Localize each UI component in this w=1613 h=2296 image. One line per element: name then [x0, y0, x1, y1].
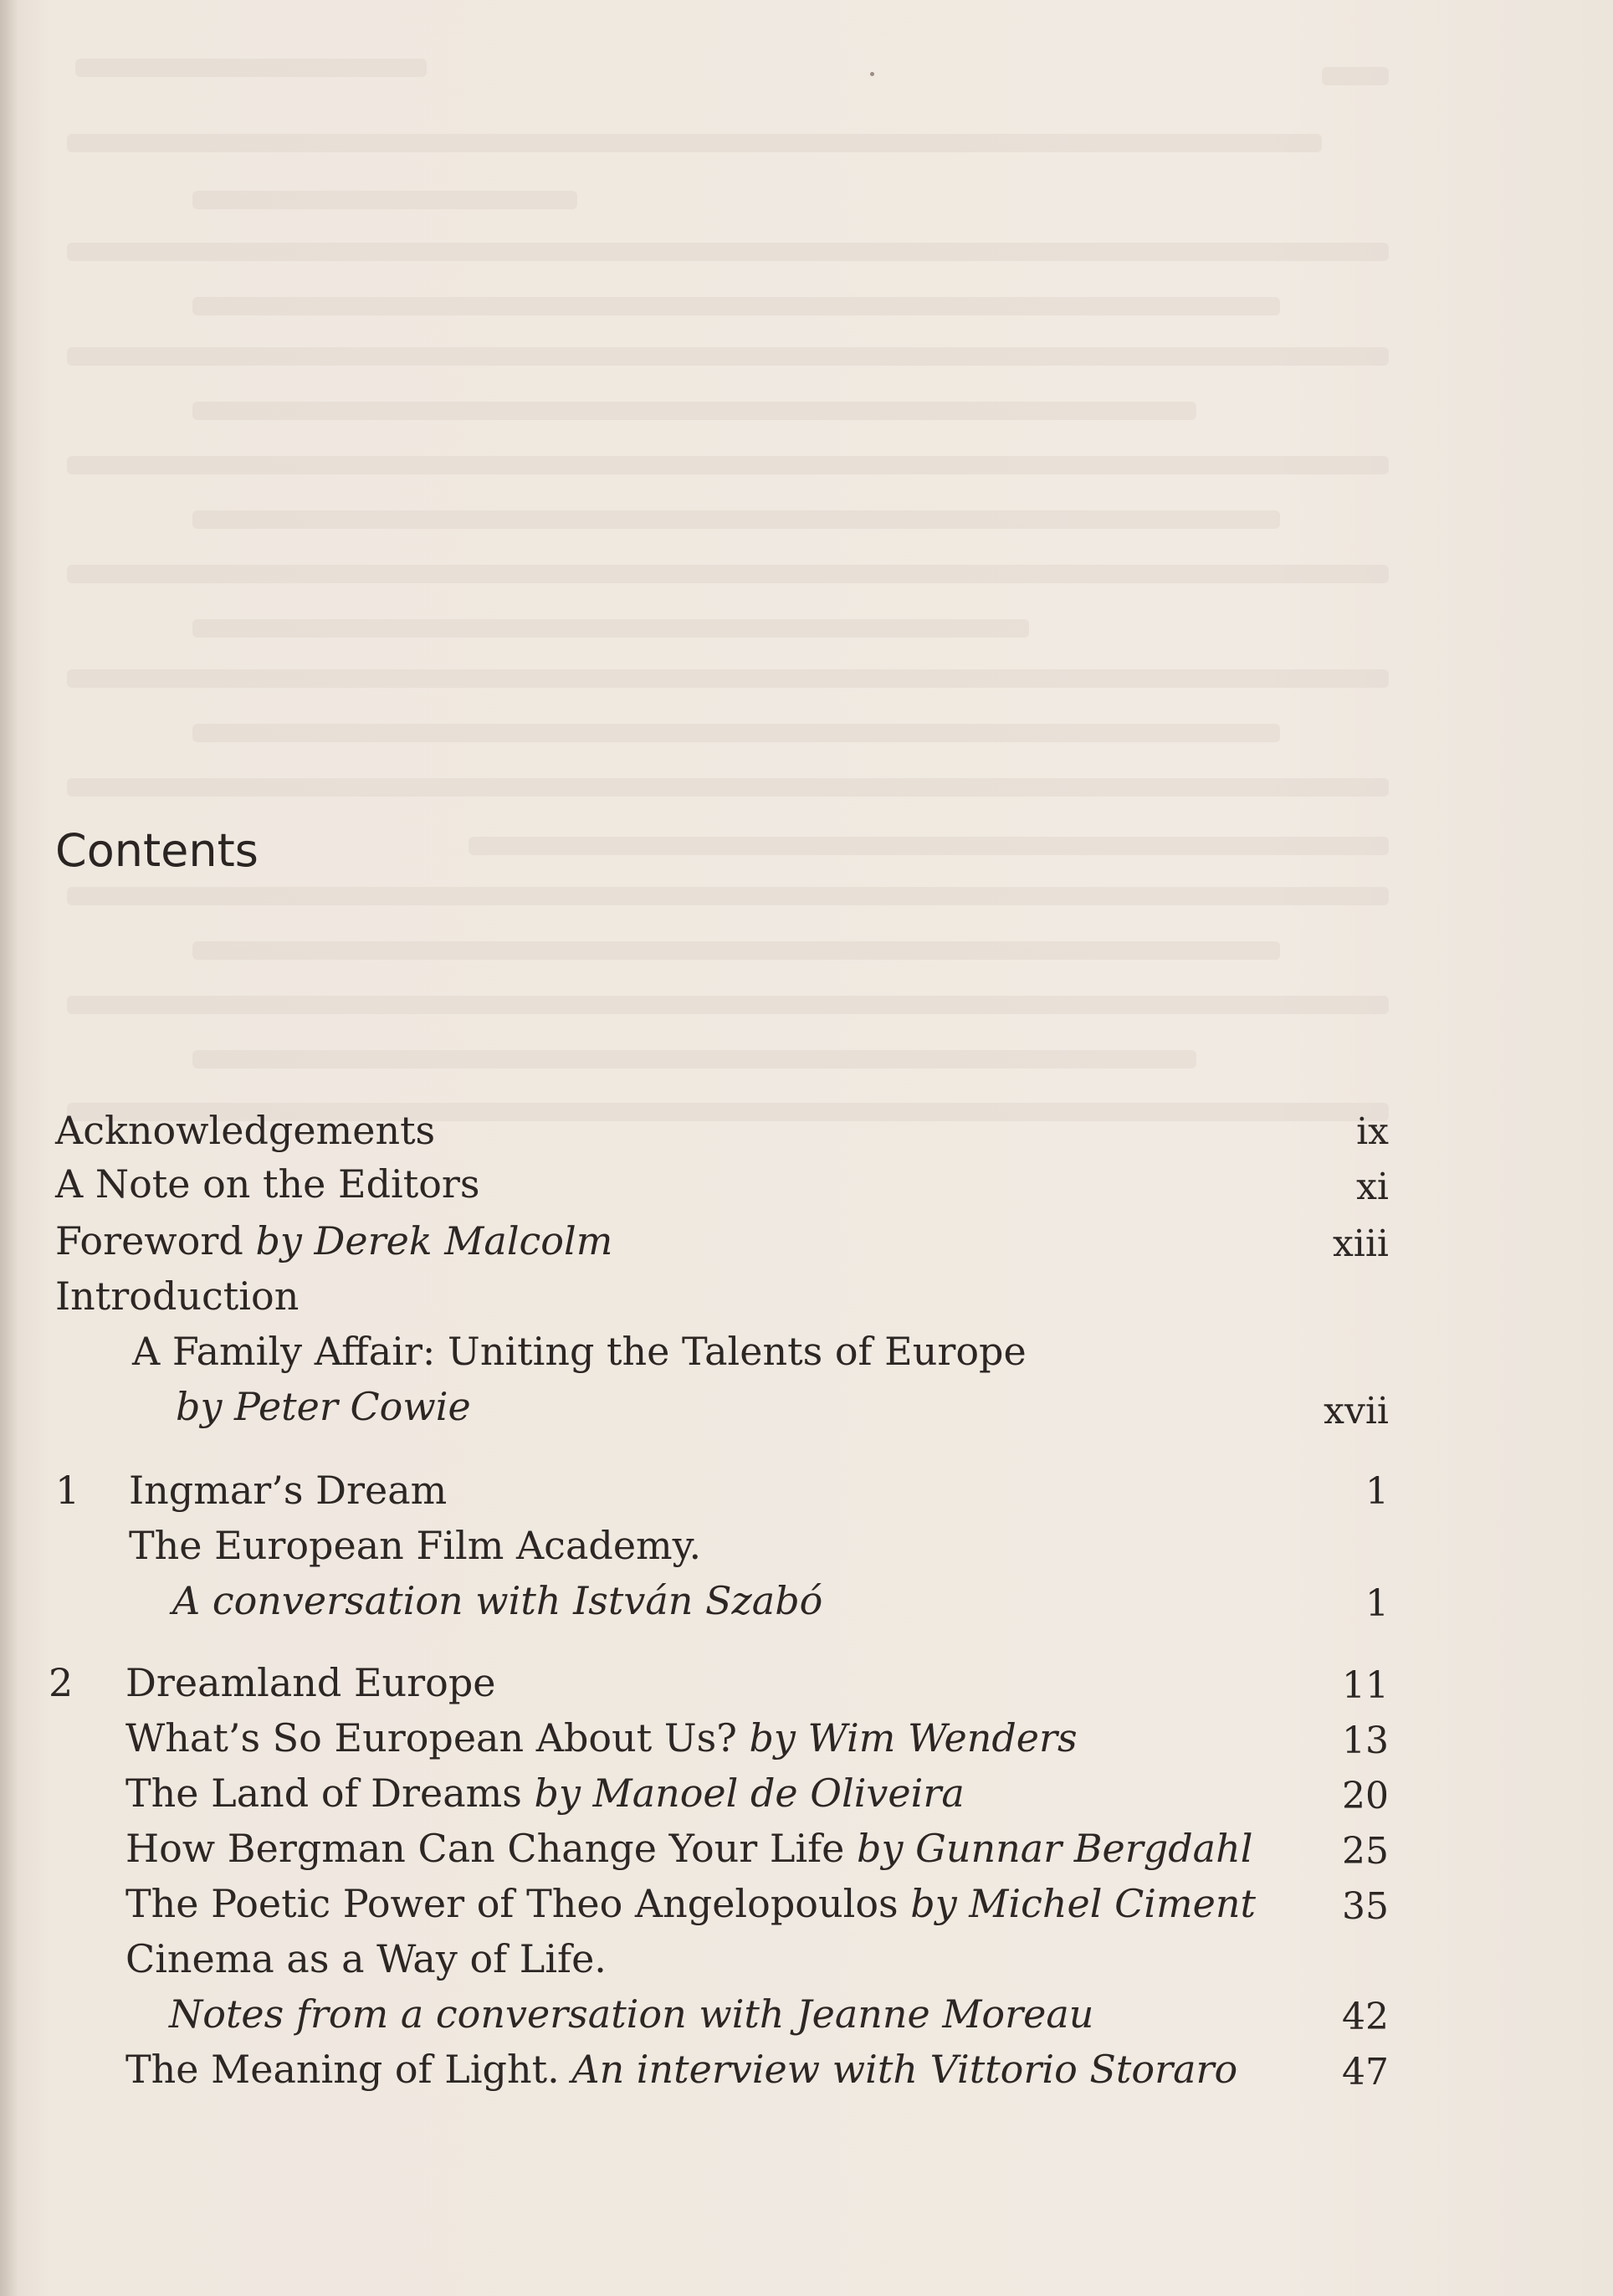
- toc-entry-page: 13: [1342, 1719, 1389, 1762]
- toc-entry-page: xi: [1356, 1166, 1389, 1208]
- toc-entry: [125, 1878, 1256, 1930]
- toc-entry: [125, 1712, 1078, 1764]
- toc-entry-title: Acknowledgements: [55, 1108, 436, 1153]
- toc-entry-title: Cinema as a Way of Life.: [125, 1936, 607, 1981]
- toc-entry-byline: by Gunnar Bergdahl: [857, 1826, 1253, 1871]
- chapter-number: 1: [55, 1468, 80, 1513]
- toc-entry: [125, 1767, 965, 1819]
- toc-entry-byline: An interview with Vittorio Storaro: [571, 2047, 1238, 2092]
- toc-entry-page: xiii: [1332, 1222, 1389, 1265]
- toc-entry: [125, 2043, 1237, 2095]
- toc-entry-page: 35: [1342, 1885, 1389, 1928]
- toc-entry-page: ix: [1356, 1110, 1389, 1153]
- toc-entry-title: How Bergman Can Change Your Life: [125, 1826, 845, 1871]
- toc-entry-title: A Note on the Editors: [55, 1161, 480, 1207]
- toc-entry: [125, 1822, 1252, 1874]
- toc-entry-byline: A conversation with István Szabó: [172, 1578, 823, 1623]
- toc-entry-byline: Notes from a conversation with Jeanne Moreau: [169, 1991, 1094, 2037]
- toc-entry-byline: by Derek Malcolm: [255, 1218, 613, 1263]
- toc-entry-page: 47: [1342, 2051, 1389, 2094]
- toc-entry-page: 11: [1342, 1664, 1389, 1707]
- toc-entry-page: 1: [1365, 1582, 1389, 1625]
- page-title: Contents: [55, 824, 259, 877]
- toc-entry-title: The Land of Dreams: [125, 1771, 522, 1816]
- toc-entry-page: 20: [1342, 1775, 1389, 1817]
- toc-entry-page: 25: [1342, 1830, 1389, 1873]
- toc-entry-page: 1: [1365, 1470, 1389, 1513]
- toc-entry-byline: by Michel Ciment: [910, 1881, 1256, 1926]
- toc-entry-title: Foreword: [55, 1218, 243, 1263]
- toc-entry-byline: by Peter Cowie: [176, 1384, 471, 1429]
- toc-entry-byline: by Wim Wenders: [749, 1715, 1078, 1760]
- toc-entry-title: Introduction: [55, 1274, 300, 1319]
- toc-entry-title: The Meaning of Light.: [125, 2047, 560, 2092]
- toc-entry-title: What’s So European About Us?: [125, 1715, 737, 1760]
- toc-entry-title: The European Film Academy.: [129, 1523, 702, 1568]
- toc-entry-page: 42: [1342, 1996, 1389, 2038]
- toc-entry-title: Ingmar’s Dream: [129, 1468, 448, 1513]
- toc-entry-page: xvii: [1324, 1390, 1389, 1432]
- toc-entry-title: The Poetic Power of Theo Angelopoulos: [125, 1881, 899, 1926]
- chapter-number: 2: [49, 1660, 74, 1705]
- toc-entry: [55, 1215, 612, 1267]
- toc-entry-byline: by Manoel de Oliveira: [534, 1771, 965, 1816]
- toc-entry-title: A Family Affair: Uniting the Talents of Europe: [132, 1329, 1027, 1374]
- toc-entry-title: Dreamland Europe: [125, 1660, 496, 1705]
